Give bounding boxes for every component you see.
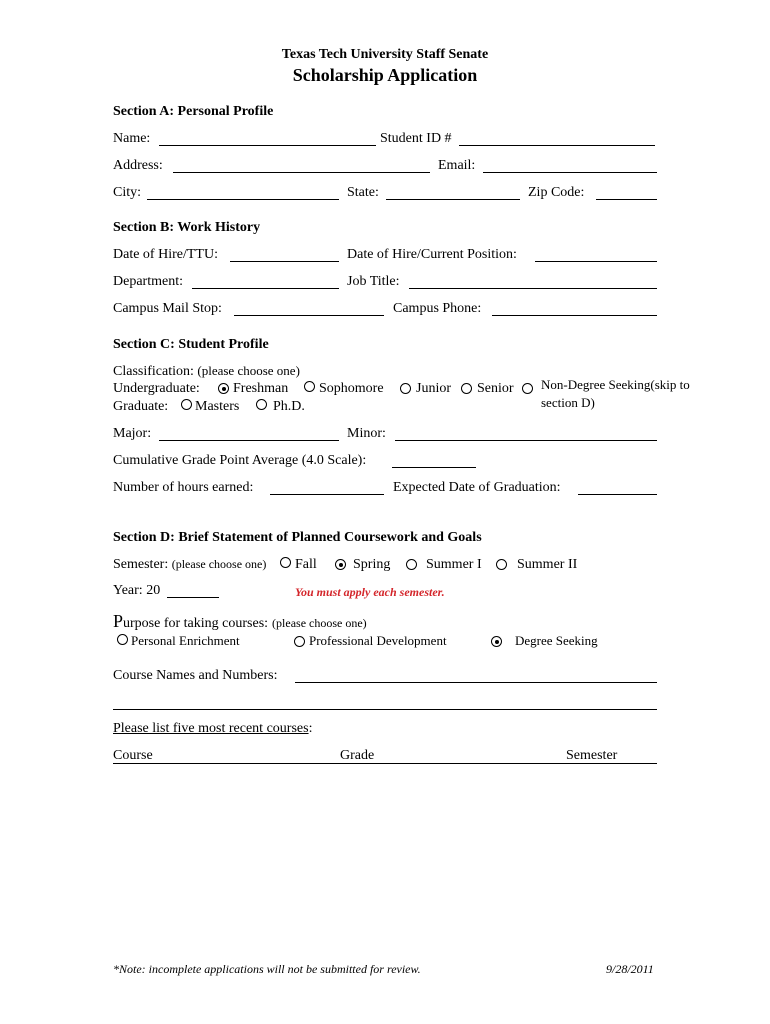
grad-date-field[interactable] [578, 494, 657, 495]
purpose-hint: (please choose one) [272, 616, 367, 630]
footer-date: 9/28/2011 [606, 962, 654, 976]
phd-label: Ph.D. [273, 399, 305, 414]
major-label: Major: [113, 426, 152, 441]
course-names-label: Course Names and Numbers: [113, 668, 278, 683]
non-degree-label-2: section D) [541, 395, 595, 410]
masters-radio[interactable] [181, 399, 192, 410]
freshman-radio[interactable] [218, 383, 229, 394]
city-label: City: [113, 185, 142, 200]
course-names-field-2[interactable] [113, 709, 657, 710]
undergrad-label: Undergraduate: [113, 381, 200, 396]
degree-seeking-label: Degree Seeking [515, 633, 598, 648]
section-d-heading: Section D: Brief Statement of Planned Coursework and Goals [113, 530, 482, 545]
hire-ttu-field[interactable] [230, 261, 339, 262]
personal-enrichment-radio[interactable] [117, 634, 128, 645]
mail-stop-label: Campus Mail Stop: [113, 301, 222, 316]
phd-radio[interactable] [256, 399, 267, 410]
classification-label: Classification: (please choose one) [113, 363, 300, 379]
summer-ii-radio[interactable] [496, 559, 507, 570]
summer-i-label: Summer I [426, 557, 482, 572]
zip-field[interactable] [596, 199, 657, 200]
email-label: Email: [438, 158, 476, 173]
minor-label: Minor: [347, 426, 386, 441]
job-title-field[interactable] [409, 288, 657, 289]
student-id-field[interactable] [459, 145, 655, 146]
gpa-label: Cumulative Grade Point Average (4.0 Scale): [113, 453, 367, 468]
student-id-label: Student ID # [380, 131, 452, 146]
mail-stop-field[interactable] [234, 315, 384, 316]
semester-label: Semester: (please choose one) [113, 557, 267, 572]
state-label: State: [347, 185, 379, 200]
course-names-field[interactable] [295, 682, 657, 683]
purpose-label: Purpose for taking courses: (please choose one) [113, 611, 367, 631]
personal-enrichment-label: Personal Enrichment [131, 633, 240, 648]
minor-field[interactable] [395, 440, 657, 441]
email-field[interactable] [483, 172, 657, 173]
spring-radio[interactable] [335, 559, 346, 570]
hours-field[interactable] [270, 494, 384, 495]
campus-phone-field[interactable] [492, 315, 657, 316]
year-warning: You must apply each semester. [295, 585, 445, 599]
footer-note: *Note: incomplete applications will not be submitted for review. [113, 962, 421, 976]
sophomore-label: Sophomore [319, 381, 384, 396]
degree-seeking-radio[interactable] [491, 636, 502, 647]
junior-radio[interactable] [400, 383, 411, 394]
professional-development-radio[interactable] [294, 636, 305, 647]
hire-ttu-label: Date of Hire/TTU: [113, 247, 218, 262]
department-label: Department: [113, 274, 183, 289]
summer-ii-label: Summer II [517, 557, 578, 572]
column-course: Course [113, 748, 153, 763]
recent-courses-label: Please list five most recent courses: [113, 721, 313, 736]
city-field[interactable] [147, 199, 339, 200]
non-degree-label-1: Non-Degree Seeking(skip to [541, 377, 690, 392]
column-semester: Semester [566, 748, 618, 763]
department-field[interactable] [192, 288, 339, 289]
major-field[interactable] [159, 440, 339, 441]
year-label: Year: 20 [113, 583, 161, 598]
summer-i-radio[interactable] [406, 559, 417, 570]
section-a-heading: Section A: Personal Profile [113, 104, 274, 119]
fall-label: Fall [295, 557, 317, 572]
spring-label: Spring [353, 557, 391, 572]
masters-label: Masters [195, 399, 240, 414]
hire-current-field[interactable] [535, 261, 657, 262]
state-field[interactable] [386, 199, 520, 200]
address-field[interactable] [173, 172, 430, 173]
grad-date-label: Expected Date of Graduation: [393, 480, 561, 495]
non-degree-radio[interactable] [522, 383, 533, 394]
fall-radio[interactable] [280, 557, 291, 568]
semester-hint: (please choose one) [171, 557, 267, 571]
name-field[interactable] [159, 145, 376, 146]
org-name: Texas Tech University Staff Senate [281, 47, 489, 62]
section-b-heading: Section B: Work History [113, 220, 261, 235]
address-label: Address: [113, 158, 163, 173]
page-title: Scholarship Application [292, 65, 478, 85]
classification-hint: (please choose one) [197, 363, 300, 378]
zip-label: Zip Code: [528, 185, 585, 200]
section-c-heading: Section C: Student Profile [113, 337, 269, 352]
senior-radio[interactable] [461, 383, 472, 394]
graduate-label: Graduate: [113, 399, 169, 414]
hire-current-label: Date of Hire/Current Position: [347, 247, 517, 262]
sophomore-radio[interactable] [304, 381, 315, 392]
freshman-label: Freshman [233, 381, 289, 396]
year-field[interactable] [167, 597, 219, 598]
senior-label: Senior [477, 381, 514, 396]
professional-development-label: Professional Development [309, 633, 447, 648]
column-grade: Grade [340, 748, 375, 763]
gpa-field[interactable] [392, 467, 476, 468]
junior-label: Junior [416, 381, 451, 396]
campus-phone-label: Campus Phone: [393, 301, 482, 316]
job-title-label: Job Title: [347, 274, 400, 289]
hours-label: Number of hours earned: [113, 480, 254, 495]
name-label: Name: [113, 131, 151, 146]
